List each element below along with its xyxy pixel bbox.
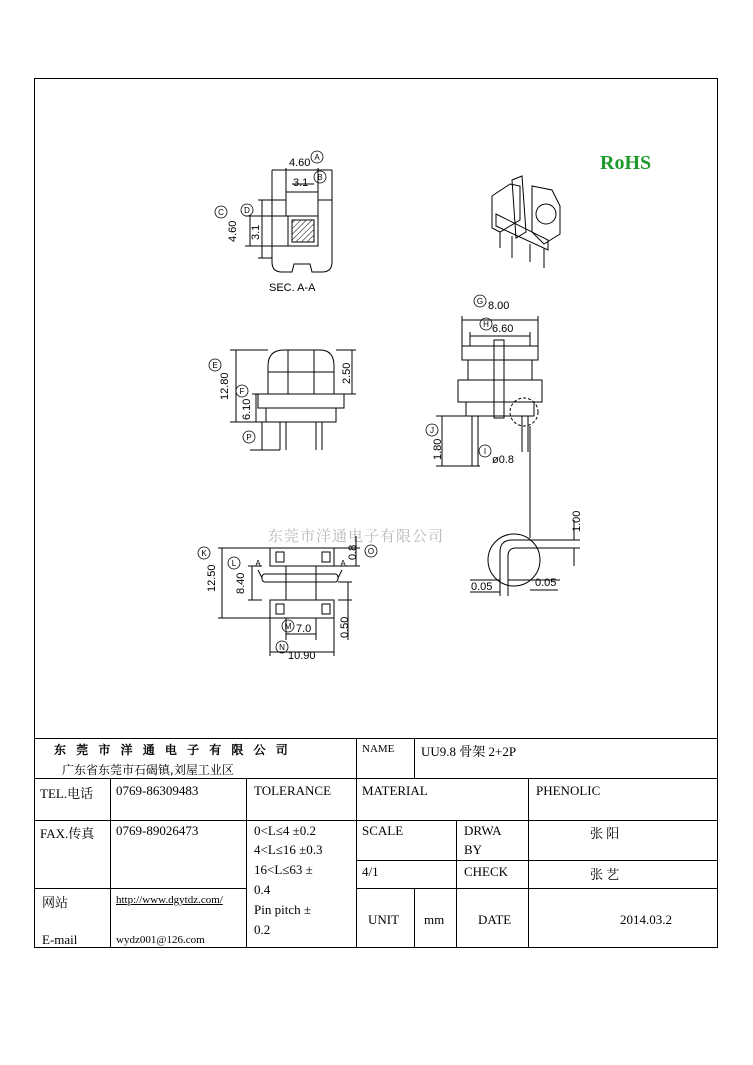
company-name: 东 莞 市 洋 通 电 子 有 限 公 司 [54,743,291,757]
drawn-by-label-2: BY [464,842,483,857]
isometric-view [492,176,560,268]
title-rule-6 [356,888,718,889]
dim-d: 3.1 [250,224,262,240]
callout-c: C [218,208,224,217]
tolerance-range-1: 0<L≤4 ±0.2 [254,823,317,838]
tolerance-pin-pitch-b: 0.2 [254,922,271,937]
check-value: 张 艺 [590,867,620,882]
callout-p: P [246,433,252,442]
dim-d3: 0.05 [535,577,557,589]
tolerance-pin-pitch: Pin pitch ± [254,902,311,917]
tolerance-range-2: 4<L≤16 ±0.3 [254,842,323,857]
unit-value: mm [424,912,445,927]
title-rule-top [34,738,718,739]
dim-n: 10.90 [288,650,316,662]
dim-m: 7.0 [296,623,312,635]
material-label: MATERIAL [362,783,428,798]
title-rule-2 [34,778,718,779]
fax-label: FAX.传真 [40,826,95,841]
tel-value: 0769-86309483 [116,783,199,798]
title-col-e [528,778,529,948]
scale-value: 4/1 [362,864,379,879]
callout-h: H [483,320,489,329]
check-label: CHECK [464,864,509,879]
title-col-g [414,888,415,948]
callout-j: J [430,426,434,435]
tel-label: TEL.电话 [40,786,94,801]
tolerance-label: TOLERANCE [254,783,332,798]
dim-k: 12.50 [206,564,218,592]
material-value: PHENOLIC [536,783,601,798]
website-link[interactable]: http://www.dgytdz.com/ [116,894,223,906]
drawn-by-label-1: DRWA [464,823,502,838]
title-col-d [246,778,247,948]
date-value: 2014.03.2 [620,912,672,927]
title-rule-4 [356,860,718,861]
title-col-f [456,820,457,888]
section-mark-right: A [340,559,346,568]
website-label: 网站 [42,895,69,910]
title-col-c [110,778,111,948]
callout-k: K [201,549,207,558]
dim-a: 4.60 [289,157,311,169]
dim-g: 8.00 [488,300,510,312]
name-value: UU9.8 骨架 2+2P [421,744,517,759]
callout-a: A [314,153,320,162]
callout-l: L [231,559,237,568]
dim-b: 3.1 [293,177,309,189]
dim-c: 4.60 [227,220,239,242]
email-label: E-mail [42,932,78,947]
watermark: 东莞市洋通电子有限公司 [268,527,445,545]
section-label: SEC. A-A [269,282,316,294]
section-mark-left: A [255,559,261,568]
dim-i: ø0.8 [492,454,515,466]
callout-e: E [212,361,218,370]
dim-h: 6.60 [492,323,514,335]
callout-d: D [244,206,250,215]
dim-d2: 0.05 [471,581,493,593]
company-address: 广东省东莞市石碣镇,刘屋工业区 [62,763,234,777]
title-col-h [456,888,457,948]
section-view [245,168,332,272]
dim-l: 8.40 [235,572,247,594]
callout-i: I [483,447,487,456]
dim-f: 6.10 [241,398,253,420]
fax-value: 0769-89026473 [116,823,199,838]
rohs-mark: RoHS [600,152,652,174]
callout-n: N [279,643,285,652]
callout-f: F [239,387,245,396]
callout-o: O [367,547,375,556]
tolerance-range-3b: 0.4 [254,882,271,897]
scale-label: SCALE [362,823,404,838]
callout-g: G [476,297,484,306]
title-rule-3 [34,820,718,821]
dim-d1: 1.00 [571,510,583,532]
callout-b: B [317,173,323,182]
side-view [436,316,542,538]
drawn-by-value: 张 阳 [590,826,620,841]
dim-n2: 0.50 [339,616,351,638]
title-rule-5 [34,888,246,889]
callout-m: M [284,622,292,631]
title-col-a [356,738,357,948]
email-value: wydz001@126.com [116,934,205,946]
title-col-b [414,738,415,778]
dim-e: 12.80 [219,372,231,400]
dim-o: 0.8 [347,544,359,560]
dim-p: 2.50 [341,362,353,384]
unit-label: UNIT [368,912,400,927]
date-label: DATE [478,912,512,927]
name-label: NAME [362,743,395,755]
tolerance-range-3: 16<L≤63 ± [254,862,313,877]
dim-j: 1.80 [432,438,444,460]
